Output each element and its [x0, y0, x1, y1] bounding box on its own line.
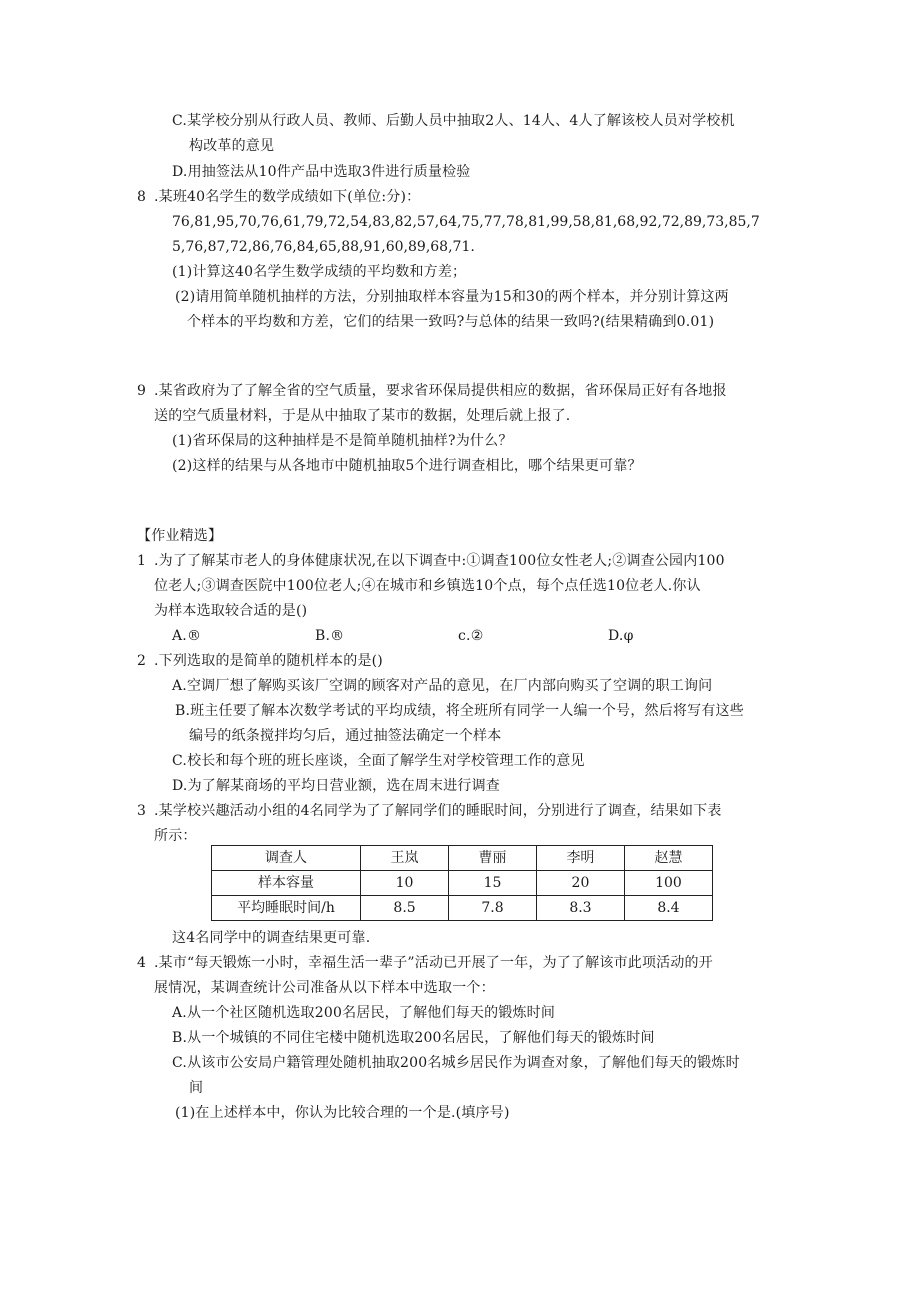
q9-stem-line1: .某省政府为了了解全省的空气质量，要求省环保局提供相应的数据，省环保局正好有各地报: [154, 383, 727, 399]
q9-number: 9: [137, 383, 146, 399]
table-row: [212, 871, 713, 896]
h1-option-a: A.®: [172, 628, 202, 644]
h4-stem-line1: .某市“每天锻炼一小时，幸福生活一辈子”活动已开展了一年，为了了解该市此项活动的开: [154, 955, 713, 971]
h1-option-c: c.②: [458, 628, 484, 644]
h1-stem-line3: 为样本选取较合适的是(): [154, 603, 308, 619]
h4-option-a: A.从一个社区随机选取200名居民，了解他们每天的锻炼时间: [172, 1005, 556, 1021]
q9-stem-line2: 送的空气质量材料，于是从中抽取了某市的数据，处理后就上报了.: [154, 408, 571, 424]
q8-sub2-line1: (2)请用简单随机抽样的方法，分别抽取样本容量为15和30的两个样本，并分别计算这两: [175, 289, 729, 305]
table-cell: 7.8: [449, 896, 537, 921]
h2-option-b-line1: B.班主任要了解本次数学考试的平均成绩，将全班所有同学一人编一个号，然后将写有这些: [175, 703, 744, 719]
table-cell: 10: [361, 871, 449, 896]
table-row: [212, 896, 713, 921]
table-cell: 8.5: [361, 896, 449, 921]
q8-data-line1: 76,81,95,70,76,61,79,72,54,83,82,57,64,75,77,78,81,99,58,81,68,92,72,89,73,85,7: [172, 214, 760, 230]
section-title: 【作业精选】: [137, 528, 223, 544]
table-header-cell: 调查人: [212, 846, 361, 871]
h3-stem-line1: .某学校兴趣活动小组的4名同学为了了解同学们的睡眠时间，分别进行了调查，结果如下表: [154, 803, 722, 819]
h2-stem: .下列选取的是简单的随机样本的是(): [154, 653, 383, 669]
h4-option-c-line2: 间: [189, 1080, 204, 1096]
h1-stem-line2: 位老人;③调查医院中100位老人;④在城市和乡镇选10个点，每个点任选10位老人.你认: [154, 578, 701, 594]
q9-sub2: (2)这样的结果与从各地市中随机抽取5个进行调查相比，哪个结果更可靠？: [172, 458, 642, 474]
q8-sub1: (1)计算这40名学生数学成绩的平均数和方差；: [172, 264, 467, 280]
q8-data-line2: 5,76,87,72,86,76,84,65,88,91,60,89,68,71.: [172, 239, 475, 255]
table-header-cell: 曹丽: [449, 846, 537, 871]
table-cell: 100: [624, 871, 712, 896]
h3-stem-line2: 所示：: [154, 828, 197, 844]
q8-stem: .某班40名学生的数学成绩如下(单位:分)：: [154, 189, 421, 205]
h2-option-c: C.校长和每个班的班长座谈，全面了解学生对学校管理工作的意见: [172, 753, 585, 769]
table-cell: 15: [449, 871, 537, 896]
table-cell: 20: [536, 871, 624, 896]
table-header-cell: 王岚: [361, 846, 449, 871]
h3-after-table: 这4名同学中的调查结果更可靠.: [172, 930, 371, 946]
h4-option-c-line1: C.从该市公安局户籍管理处随机抽取200名城乡居民作为调查对象，了解他们每天的锻炼时: [172, 1055, 740, 1071]
q7-option-c-line2: 构改革的意见: [189, 138, 275, 154]
q7-option-d: D.用抽签法从10件产品中选取3件进行质量检验: [172, 164, 471, 180]
table-cell: 平均睡眠时间/h: [212, 896, 361, 921]
table-cell: 样本容量: [212, 871, 361, 896]
h3-number: 3: [137, 803, 146, 819]
sleep-survey-table: [211, 845, 713, 921]
h2-number: 2: [137, 653, 146, 669]
table-header-cell: 赵慧: [624, 846, 712, 871]
h1-option-b: B.®: [315, 628, 345, 644]
q8-number: 8: [137, 189, 146, 205]
q9-sub1: (1)省环保局的这种抽样是不是简单随机抽样?为什么？: [172, 433, 513, 449]
q8-sub2-line2: 个样本的平均数和方差，它们的结果一致吗?与总体的结果一致吗?(结果精确到0.01): [187, 314, 715, 330]
q7-option-c-line1: C.某学校分别从行政人员、教师、后勤人员中抽取2人、14人、4人了解该校人员对学校机: [172, 113, 735, 129]
h4-sub1: (1)在上述样本中，你认为比较合理的一个是.(填序号): [175, 1105, 510, 1121]
h2-option-a: A.空调厂想了解购买该厂空调的顾客对产品的意见，在厂内部向购买了空调的职工询问: [172, 678, 713, 694]
h4-stem-line2: 展情况，某调查统计公司准备从以下样本中选取一个：: [154, 980, 495, 996]
h1-stem-line1: .为了了解某市老人的身体健康状况,在以下调查中:①调查100位女性老人;②调查公园内100: [154, 553, 725, 569]
h2-option-b-line2: 编号的纸条搅拌均匀后，通过抽签法确定一个样本: [189, 728, 502, 744]
h4-number: 4: [137, 955, 146, 971]
h1-number: 1: [137, 553, 146, 569]
table-header-cell: 李明: [536, 846, 624, 871]
h4-option-b: B.从一个城镇的不同住宅楼中随机选取200名居民，了解他们每天的锻炼时间: [172, 1030, 655, 1046]
table-cell: 8.3: [536, 896, 624, 921]
table-cell: 8.4: [624, 896, 712, 921]
h2-option-d: D.为了解某商场的平均日营业额，选在周末进行调查: [172, 778, 500, 794]
h1-option-d: D.φ: [608, 628, 634, 644]
table-header-row: [212, 846, 713, 871]
